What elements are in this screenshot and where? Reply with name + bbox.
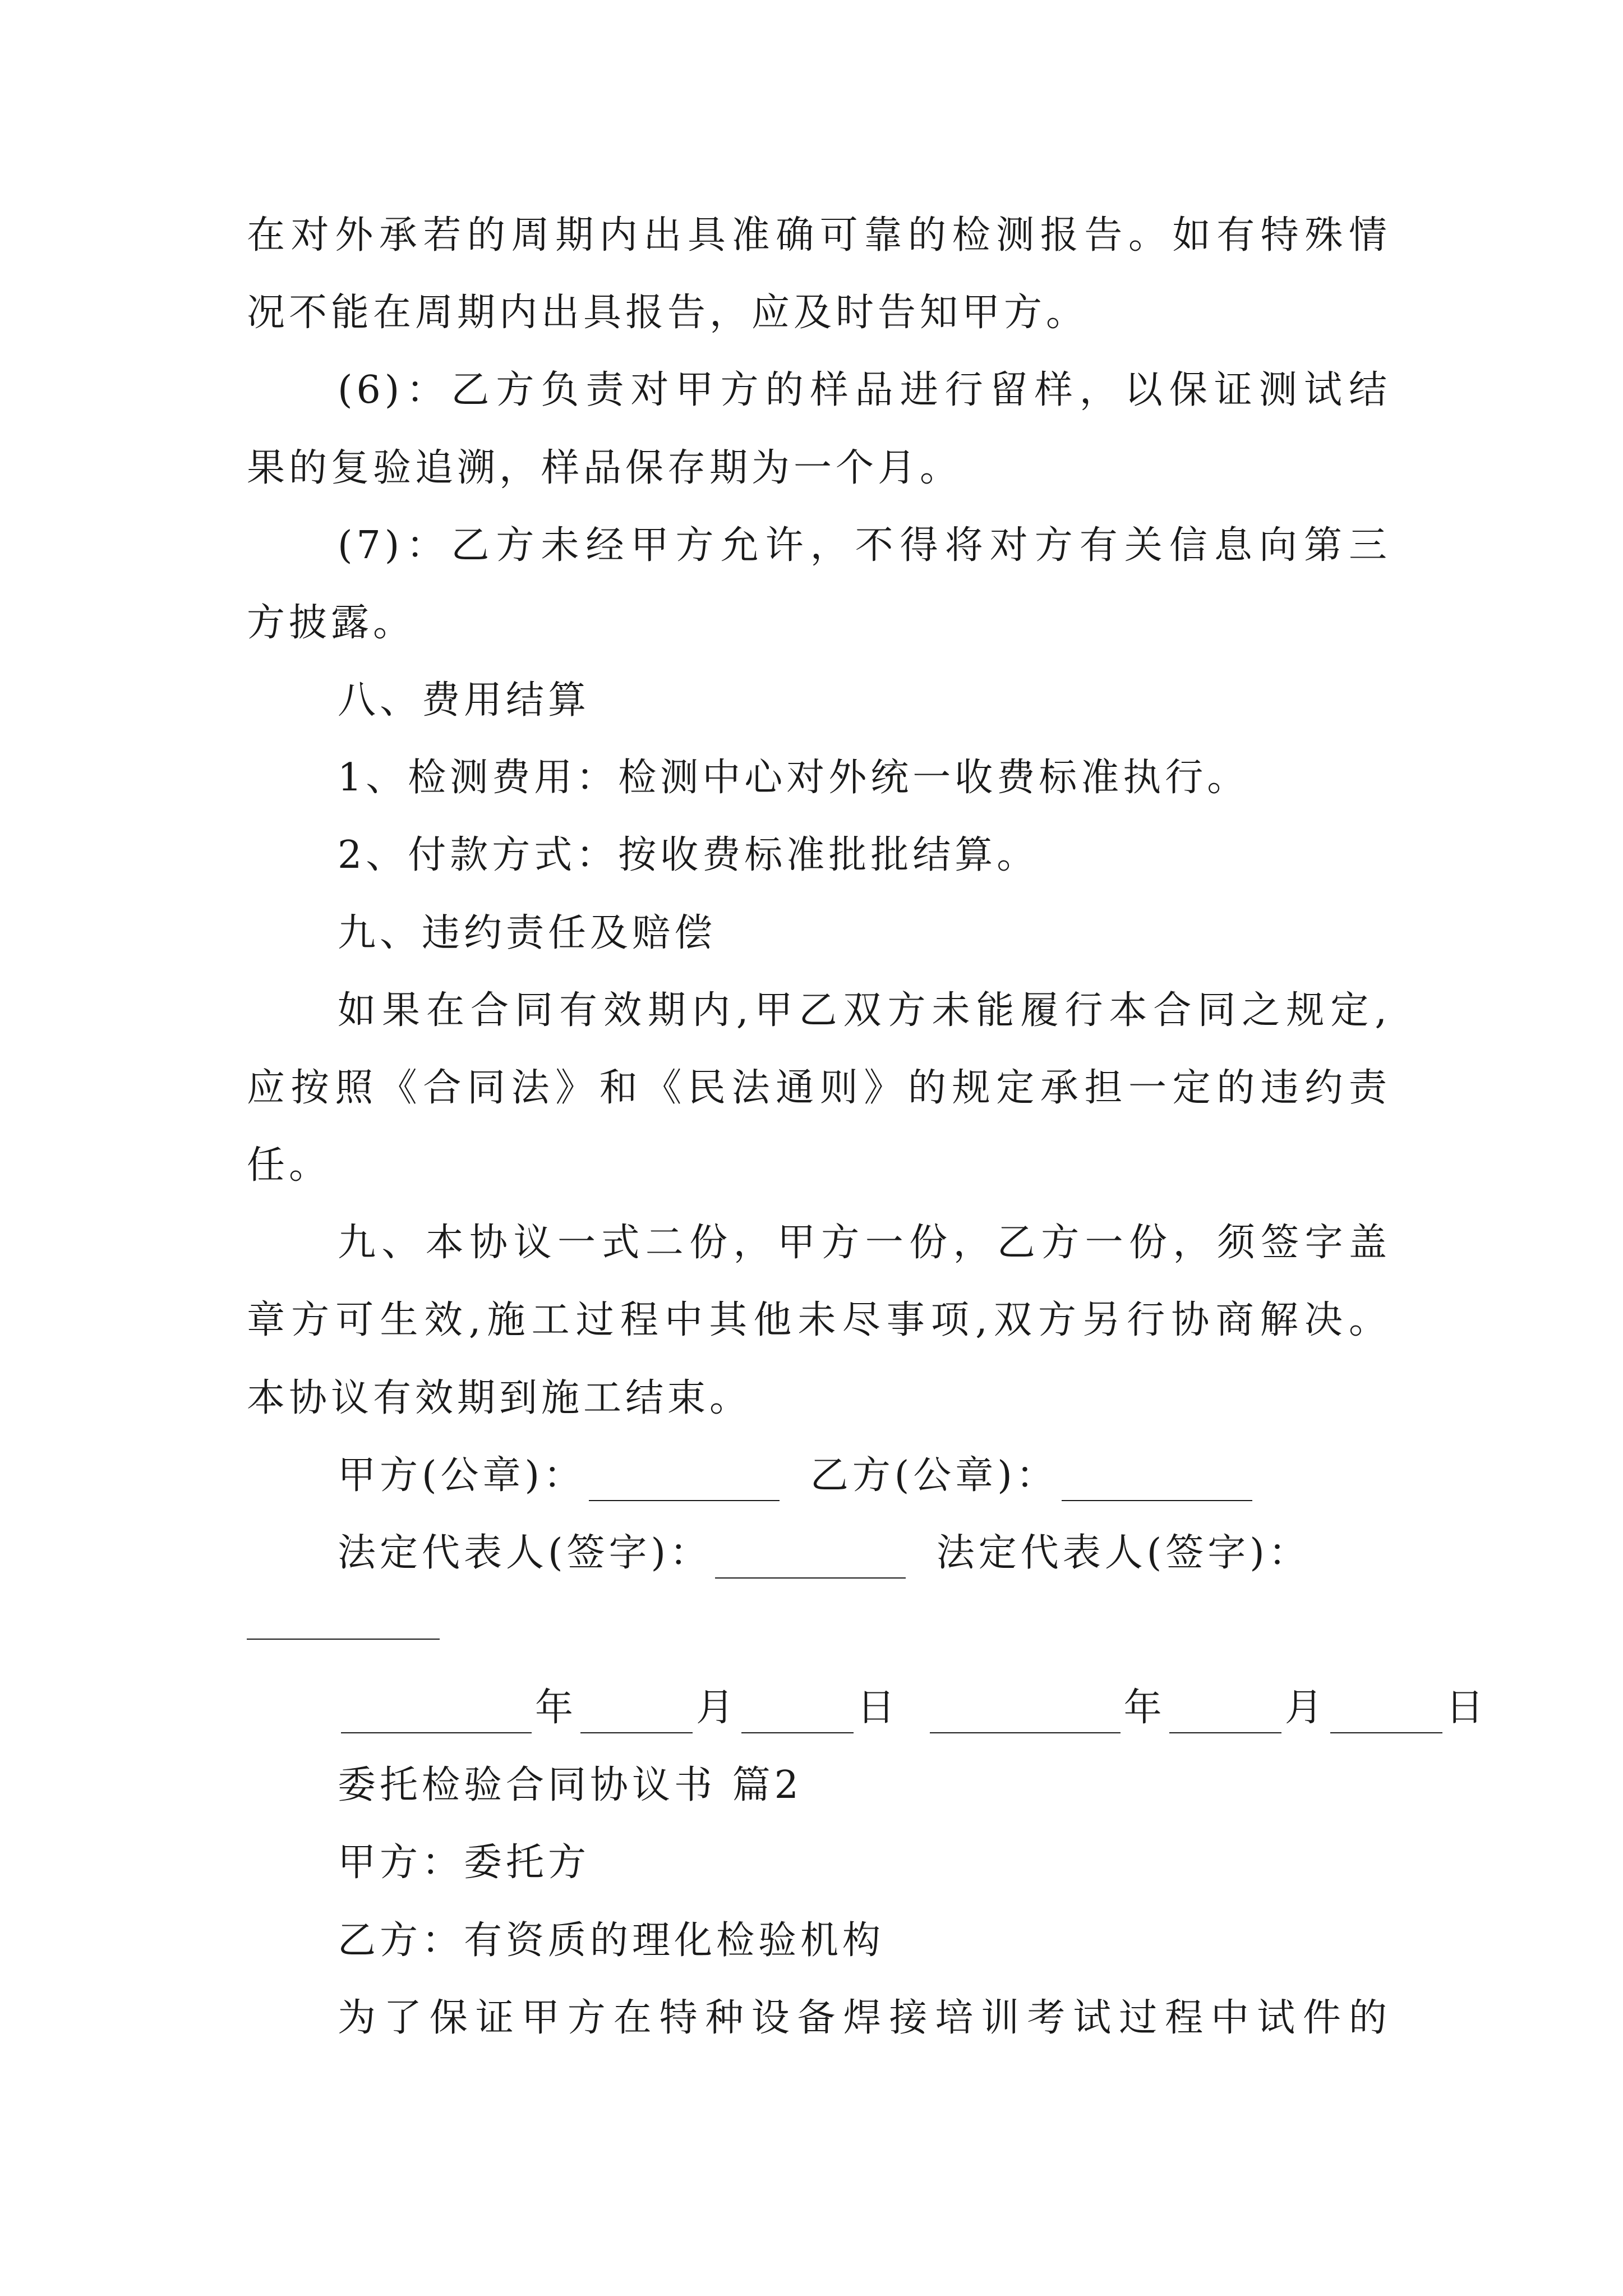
- party-b-seal-label: 乙方(公章)：: [810, 1453, 1058, 1498]
- year-label: 年: [1123, 1686, 1166, 1730]
- agreement-line: 章方可生效,施工过程中其他未尽事项,双方另行协商解决。: [247, 1298, 1391, 1342]
- representative-line: [338, 1528, 1482, 1579]
- date-line: [338, 1683, 1488, 1733]
- paragraph-line: 果的复验追溯，样品保存期为一个月。: [247, 446, 962, 490]
- clause-6-line: (6)：乙方负责对甲方的样品进行留样，以保证测试结: [338, 368, 1391, 412]
- paragraph-line: 况不能在周期内出具报告，应及时告知甲方。: [247, 291, 1089, 335]
- party-b-seal-blank: [1062, 1465, 1252, 1501]
- party-a-seal-blank: [589, 1465, 780, 1501]
- section-2-party-a: 甲方：委托方: [338, 1841, 591, 1885]
- section-heading-fee: 八、费用结算: [338, 678, 591, 723]
- party-a-seal-label: 甲方(公章)：: [338, 1453, 586, 1498]
- liability-line: 应按照《合同法》和《民法通则》的规定承担一定的违约责: [247, 1066, 1391, 1110]
- rep-b-blank: [247, 1639, 440, 1640]
- liability-line: 如果在合同有效期内,甲乙双方未能履行本合同之规定,: [338, 988, 1391, 1033]
- rep-b-label: 法定代表人(签字)：: [936, 1531, 1311, 1575]
- agreement-line: 本协议有效期到施工结束。: [247, 1376, 752, 1420]
- section-heading-liability: 九、违约责任及赔偿: [338, 911, 717, 955]
- month-label: 月: [1284, 1686, 1327, 1730]
- rep-a-label: 法定代表人(签字)：: [338, 1531, 712, 1575]
- rep-a-blank: [715, 1543, 906, 1579]
- agreement-line: 九、本协议一式二份，甲方一份，乙方一份，须签字盖: [338, 1221, 1391, 1265]
- fee-item-2: 2、付款方式：按收费标准批批结算。: [338, 833, 1039, 877]
- month-blank-b: [1169, 1697, 1281, 1733]
- section-2-party-b: 乙方：有资质的理化检验机构: [338, 1918, 885, 1963]
- clause-7-line: (7)：乙方未经甲方允许，不得将对方有关信息向第三: [338, 523, 1391, 568]
- paragraph-line: 在对外承若的周期内出具准确可靠的检测报告。如有特殊情: [247, 213, 1391, 257]
- fee-item-1: 1、检测费用：检测中心对外统一收费标准执行。: [338, 756, 1249, 800]
- month-blank-a: [580, 1697, 693, 1733]
- day-label: 日: [857, 1686, 900, 1730]
- paragraph-line: 方披露。: [247, 601, 416, 645]
- liability-line: 任。: [247, 1143, 331, 1188]
- year-label: 年: [535, 1686, 578, 1730]
- month-label: 月: [696, 1686, 739, 1730]
- day-label: 日: [1445, 1686, 1488, 1730]
- day-blank-a: [741, 1697, 854, 1733]
- day-blank-b: [1330, 1697, 1442, 1733]
- section-2-title: 委托检验合同协议书 篇2: [338, 1763, 803, 1807]
- year-blank-a: [341, 1697, 532, 1733]
- section-2-intro: 为了保证甲方在特种设备焊接培训考试过程中试件的: [338, 1996, 1391, 2040]
- seal-line: [338, 1451, 1482, 1501]
- year-blank-b: [930, 1697, 1121, 1733]
